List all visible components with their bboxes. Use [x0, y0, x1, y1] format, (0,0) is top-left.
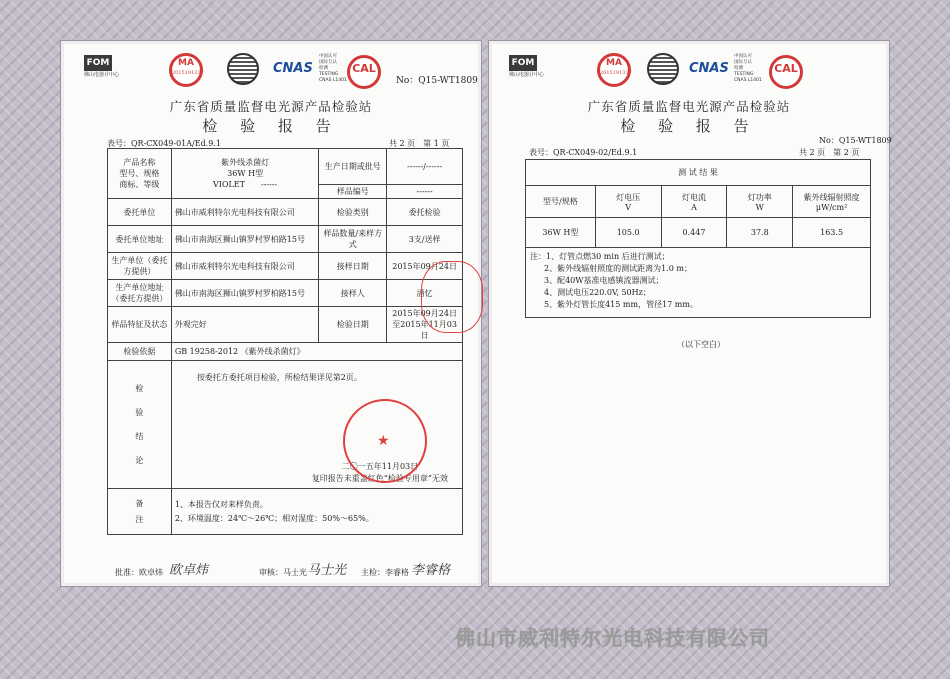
- blank-below-note: （以下空白）: [677, 340, 725, 349]
- stamp-star-icon: ★: [377, 433, 390, 449]
- main-inspector-label: 主检：李睿格: [361, 568, 409, 577]
- table-cell: 37.8: [727, 218, 793, 248]
- receive-date-label: 接样日期: [319, 253, 387, 280]
- column-header: [526, 186, 596, 218]
- cal-seal-icon: CAL: [769, 55, 803, 89]
- cnas-caption-line: 国际互认: [734, 60, 752, 65]
- notes-title: 注：: [530, 252, 546, 261]
- header-unit: V: [625, 202, 632, 212]
- basis-label: 检验依据: [108, 343, 172, 361]
- table-row: [108, 343, 463, 361]
- value: VIOLET ------: [213, 180, 278, 189]
- ilac-seal-icon: [647, 53, 679, 85]
- approver-label: 批准：欧卓炜: [115, 568, 163, 577]
- table-row: [108, 489, 463, 535]
- sample-no-label: 样品编号: [319, 185, 387, 199]
- cnas-caption-line: 检测: [734, 66, 743, 71]
- table-row: [526, 160, 871, 186]
- basis-value: GB 19258-2012 《紫外线杀菌灯》: [171, 343, 462, 361]
- cma-text: MA: [606, 58, 622, 68]
- organization-name: 广东省质量监督电光源产品检验站: [587, 99, 791, 114]
- form-code: 表号：QR-CX049-01A/Ed.9.1: [107, 139, 221, 148]
- table-row: [526, 248, 871, 318]
- cnas-caption-line: 中国认可: [734, 54, 752, 59]
- cnas-caption-line: CNAS L1401: [734, 78, 762, 83]
- column-header: [727, 186, 793, 218]
- sample-no-value: ------: [387, 185, 463, 199]
- page-counter: 共 2 页 第 2 页: [799, 148, 860, 157]
- column-header: [595, 186, 661, 218]
- value: 紫外线杀菌灯: [221, 158, 270, 167]
- reviewer-label: 审核：马士光: [259, 568, 307, 577]
- column-header: [661, 186, 727, 218]
- table-row: [108, 149, 463, 185]
- fom-icon: FOM: [84, 55, 112, 71]
- table-header-row: [526, 186, 871, 218]
- cnas-logo: [273, 57, 313, 76]
- report-number: No：Q15-WT1809: [819, 136, 892, 145]
- note-line: 2、紫外线辐射照度的测试距离为1.0 m；: [544, 264, 692, 273]
- cma-seal-icon: [597, 53, 631, 87]
- ilac-seal-icon: [227, 53, 259, 85]
- test-date-label: 检验日期: [319, 307, 387, 343]
- prod-date-value: ------/------: [387, 149, 463, 185]
- cnas-logo: [689, 57, 729, 76]
- notes-cell: [526, 248, 871, 318]
- company-watermark: 佛山市威利特尔光电科技有限公司: [455, 626, 770, 650]
- cnas-icon: CNAS: [273, 61, 313, 76]
- label: 型号、规格: [119, 169, 160, 178]
- label: 商标、等级: [119, 180, 160, 189]
- note-line: 1、灯管点燃30 min 后进行测试；: [546, 252, 670, 261]
- conclusion-label-text: 检验结论: [135, 383, 144, 465]
- remark-line: 1、本报告仅对来样负责。: [174, 499, 268, 509]
- table-row: [108, 253, 463, 280]
- cnas-icon: CNAS: [689, 61, 729, 76]
- fom-icon: FOM: [509, 55, 537, 71]
- table-cell: 0.447: [661, 218, 727, 248]
- note-line: 4、测试电压220.0V, 50Hz；: [544, 288, 651, 297]
- results-title: 测 试 结 果: [526, 160, 871, 186]
- page-counter: 共 2 页 第 1 页: [389, 139, 450, 148]
- table-cell: 163.5: [793, 218, 871, 248]
- cnas-caption-line: CNAS L1401: [319, 78, 347, 83]
- approver-signature: 欧卓炜: [169, 563, 209, 578]
- table-cell: 36W H型: [526, 218, 596, 248]
- client-value: 佛山市威利特尔光电科技有限公司: [171, 199, 319, 226]
- cnas-caption-line: TESTING: [319, 72, 339, 77]
- cma-text: MA: [178, 58, 194, 68]
- cnas-caption-line: 中国认可: [319, 54, 337, 59]
- header-text: 灯功率: [747, 192, 772, 202]
- maker-value: 佛山市威利特尔光电科技有限公司: [171, 253, 319, 280]
- remark-label-text: 备注: [135, 498, 144, 524]
- fom-logo: [84, 55, 119, 78]
- remarks-cell: [171, 489, 462, 535]
- cma-number: 2015191337: [600, 70, 632, 76]
- header-text: 灯电压: [616, 192, 641, 202]
- report-number: No：Q15-WT1809: [396, 76, 478, 86]
- test-type-label: 检验类别: [319, 199, 387, 226]
- report-info-table: [107, 148, 463, 535]
- fom-caption: 佛山电器计中心: [509, 72, 545, 78]
- client-address-value: 佛山市南海区狮山镇罗村罗柏路15号: [171, 226, 319, 253]
- header-unit: W: [755, 202, 764, 212]
- column-header: [793, 186, 871, 218]
- form-code: 表号：QR-CX049-02/Ed.9.1: [529, 148, 638, 157]
- note-line: 5、紫外灯管长度415 mm，管径17 mm。: [544, 300, 698, 309]
- table-row: [108, 280, 463, 307]
- maker-address-value: 佛山市南海区狮山镇罗村罗柏路15号: [171, 280, 319, 307]
- cal-seal-icon: CAL: [347, 55, 381, 89]
- conclusion-date: 二〇一五年11月03日: [341, 462, 419, 471]
- results-table: [525, 159, 871, 318]
- maker-address-label: 生产单位地址（委托方提供）: [108, 280, 172, 307]
- conclusion-note: 复印报告未重盖红色“检验专用章”无效: [311, 474, 448, 483]
- cma-seal-icon: [169, 53, 203, 87]
- table-row: [108, 226, 463, 253]
- reviewer-signature: 马士光: [307, 563, 347, 578]
- product-value-cell: [171, 149, 319, 199]
- remark-label: [108, 489, 172, 535]
- table-row: [526, 218, 871, 248]
- header-text: 灯电流: [681, 192, 706, 202]
- cnas-caption-line: 国际互认: [319, 60, 337, 65]
- fom-caption: 佛山电器计中心: [84, 72, 120, 78]
- label: 产品名称: [123, 158, 156, 167]
- header-unit: A: [691, 202, 697, 212]
- table-row: [108, 199, 463, 226]
- cnas-caption-line: TESTING: [734, 72, 754, 77]
- note-line: 3、配40W基准电感镇流器测试；: [544, 276, 664, 285]
- product-label-cell: [108, 149, 172, 199]
- main-inspector-signature: 李睿格: [411, 563, 451, 578]
- fom-logo: [509, 55, 544, 78]
- test-type-value: 委托检验: [387, 199, 463, 226]
- receiver-value: 潘忆: [387, 280, 463, 307]
- quantity-value: 3支/送样: [387, 226, 463, 253]
- organization-name: 广东省质量监督电光源产品检验站: [169, 99, 373, 114]
- conclusion-text: 按委托方委托项目检验，所检结果详见第2页。: [196, 373, 362, 382]
- quantity-label: 样品数量/来样方式: [319, 226, 387, 253]
- report-title: 检 验 报 告: [620, 117, 758, 135]
- header-text: 型号/规格: [543, 197, 578, 206]
- table-row: [108, 307, 463, 343]
- prod-date-label: 生产日期或批号: [319, 149, 387, 185]
- test-date-value: 2015年09月24日至2015年11月03日: [387, 307, 463, 343]
- value: 36W H型: [227, 169, 264, 178]
- cnas-caption-line: 检测: [319, 66, 328, 71]
- cnas-caption: [319, 54, 347, 84]
- header-text: 紫外线辐射照度: [803, 192, 860, 202]
- cnas-caption: [734, 54, 762, 84]
- report-title: 检 验 报 告: [202, 117, 340, 135]
- maker-label: 生产单位（委托方提供）: [108, 253, 172, 280]
- conclusion-label: [108, 361, 172, 489]
- state-label: 样品特征及状态: [108, 307, 172, 343]
- inspection-stamp: [343, 399, 427, 483]
- remark-line: 2、环境温度：24℃～26℃；相对湿度：50%～65%。: [174, 513, 374, 523]
- receive-stamp: [421, 261, 483, 333]
- header-unit: μW/cm²: [815, 202, 848, 212]
- client-label: 委托单位: [108, 199, 172, 226]
- report-page-2: [488, 40, 890, 587]
- client-address-label: 委托单位地址: [108, 226, 172, 253]
- report-page-1: [60, 40, 482, 587]
- receiver-label: 接样人: [319, 280, 387, 307]
- table-cell: 105.0: [595, 218, 661, 248]
- cma-number: 2015191337: [172, 70, 204, 76]
- receive-date-value: 2015年09月24日: [387, 253, 463, 280]
- state-value: 外观完好: [171, 307, 319, 343]
